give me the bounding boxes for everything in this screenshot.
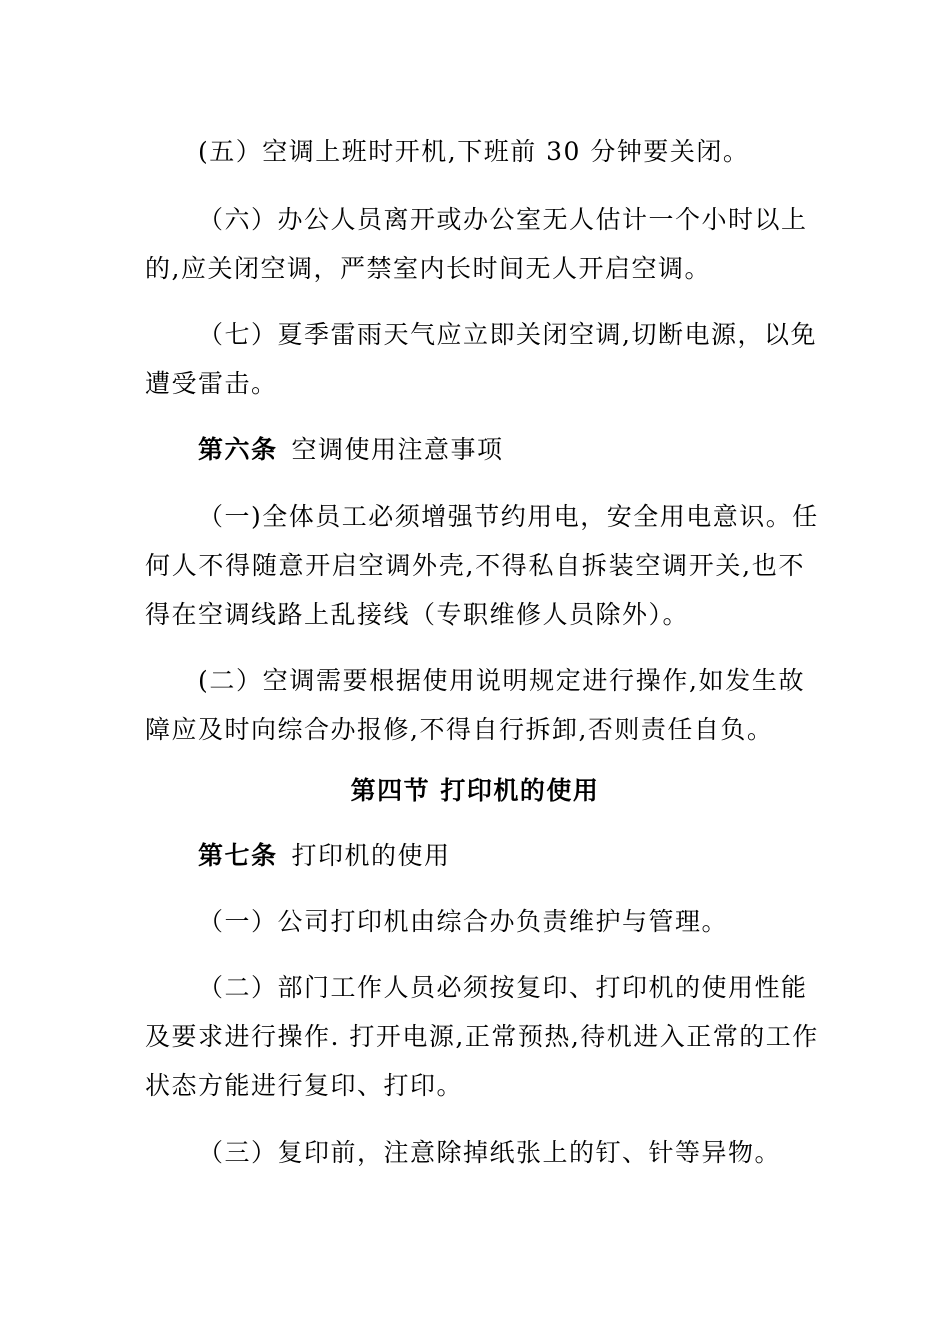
- paragraph-line: 得在空调线路上乱接线（专职维修人员除外）。: [145, 600, 690, 629]
- paragraph-line: 状态方能进行复印、打印。: [145, 1071, 464, 1100]
- paragraph-line: （一）公司打印机由综合办负责维护与管理。: [198, 907, 729, 936]
- paragraph-line: (五）空调上班时开机,下班前 30 分钟要关闭。: [198, 137, 750, 166]
- section-heading: 第四节 打印机的使用: [350, 776, 600, 805]
- article-heading: [198, 432, 504, 468]
- paragraph-line: （一)全体员工必须增强节约用电，安全用电意识。任: [198, 502, 819, 531]
- article-title: 空调使用注意事项: [291, 435, 504, 464]
- paragraph-line: （二）部门工作人员必须按复印、打印机的使用性能: [198, 973, 808, 1002]
- article-title: 打印机的使用: [291, 841, 451, 870]
- paragraph-line: 及要求进行操作. 打开电源,正常预热,待机进入正常的工作: [145, 1022, 819, 1051]
- paragraph-line: （七）夏季雷雨天气应立即关闭空调,切断电源，以免: [198, 320, 817, 349]
- article-heading: [198, 838, 451, 874]
- paragraph-line: 何人不得随意开启空调外壳,不得私自拆装空调开关,也不: [145, 551, 805, 580]
- article-number: 第六条: [198, 435, 278, 464]
- paragraph-line: （六）办公人员离开或办公室无人估计一个小时以上: [198, 205, 808, 234]
- paragraph-line: 障应及时向综合办报修,不得自行拆卸,否则责任自负。: [145, 715, 774, 744]
- paragraph-line: (二）空调需要根据使用说明规定进行操作,如发生故: [198, 666, 805, 695]
- paragraph-line: （三）复印前，注意除掉纸张上的钉、针等异物。: [198, 1138, 782, 1167]
- paragraph-line: 遭受雷击。: [145, 369, 278, 398]
- paragraph-line: 的,应关闭空调，严禁室内长时间无人开启空调。: [145, 254, 711, 283]
- article-number: 第七条: [198, 841, 278, 870]
